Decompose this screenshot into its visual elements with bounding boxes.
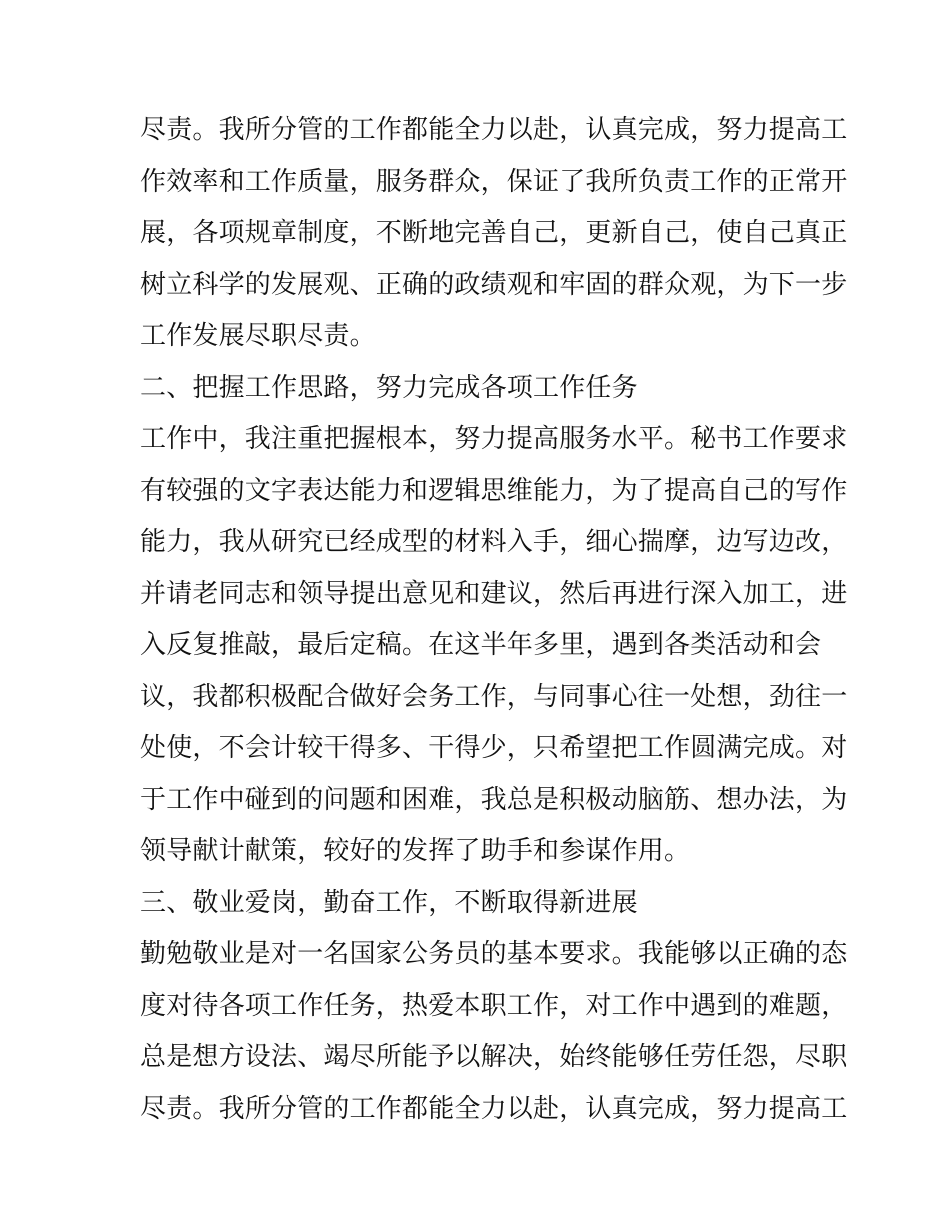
text-line: 并请老同志和领导提出意见和建议，然后再进行深入加工，进: [140, 578, 848, 609]
text-line: 度对待各项工作任务，热爱本职工作，对工作中遇到的难题，: [140, 990, 848, 1021]
text-line: 领导献计献策，较好的发挥了助手和参谋作用。: [140, 836, 691, 866]
body-text: [140, 105, 848, 1135]
text-line: 有较强的文字表达能力和逻辑思维能力，为了提高自己的写作: [140, 475, 848, 506]
text-line: 勤勉敬业是对一名国家公务员的基本要求。我能够以正确的态: [140, 939, 848, 969]
text-line: 尽责。我所分管的工作都能全力以赴，认真完成，努力提高工: [140, 1093, 848, 1124]
text-line: 展，各项规章制度，不断地完善自己，更新自己，使自己真正: [140, 218, 848, 248]
text-line: 于工作中碰到的问题和困难，我总是积极动脑筋、想办法，为: [140, 784, 848, 815]
text-line: 尽责。我所分管的工作都能全力以赴，认真完成，努力提高工: [140, 115, 848, 145]
text-line: 工作发展尽职尽责。: [140, 321, 376, 351]
text-line: 能力，我从研究已经成型的材料入手，细心揣摩，边写边改，: [140, 527, 848, 557]
text-line: 总是想方设法、竭尽所能予以解决，始终能够任劳任怨，尽职: [140, 1042, 848, 1072]
text-line: 作效率和工作质量，服务群众，保证了我所负责工作的正常开: [140, 166, 848, 197]
text-line: 议，我都积极配合做好会务工作，与同事心往一处想，劲往一: [140, 681, 848, 712]
section-heading: 三、敬业爱岗，勤奋工作，不断取得新进展: [140, 887, 638, 918]
text-line: 树立科学的发展观、正确的政绩观和牢固的群众观，为下一步: [140, 269, 848, 300]
text-line: 工作中，我注重把握根本，努力提高服务水平。秘书工作要求: [140, 424, 848, 454]
text-line: 入反复推敲，最后定稿。在这半年多里，遇到各类活动和会: [140, 630, 822, 660]
text-line: 处使，不会计较干得多、干得少，只希望把工作圆满完成。对: [140, 733, 848, 763]
section-heading: 二、把握工作思路，努力完成各项工作任务: [140, 372, 638, 403]
